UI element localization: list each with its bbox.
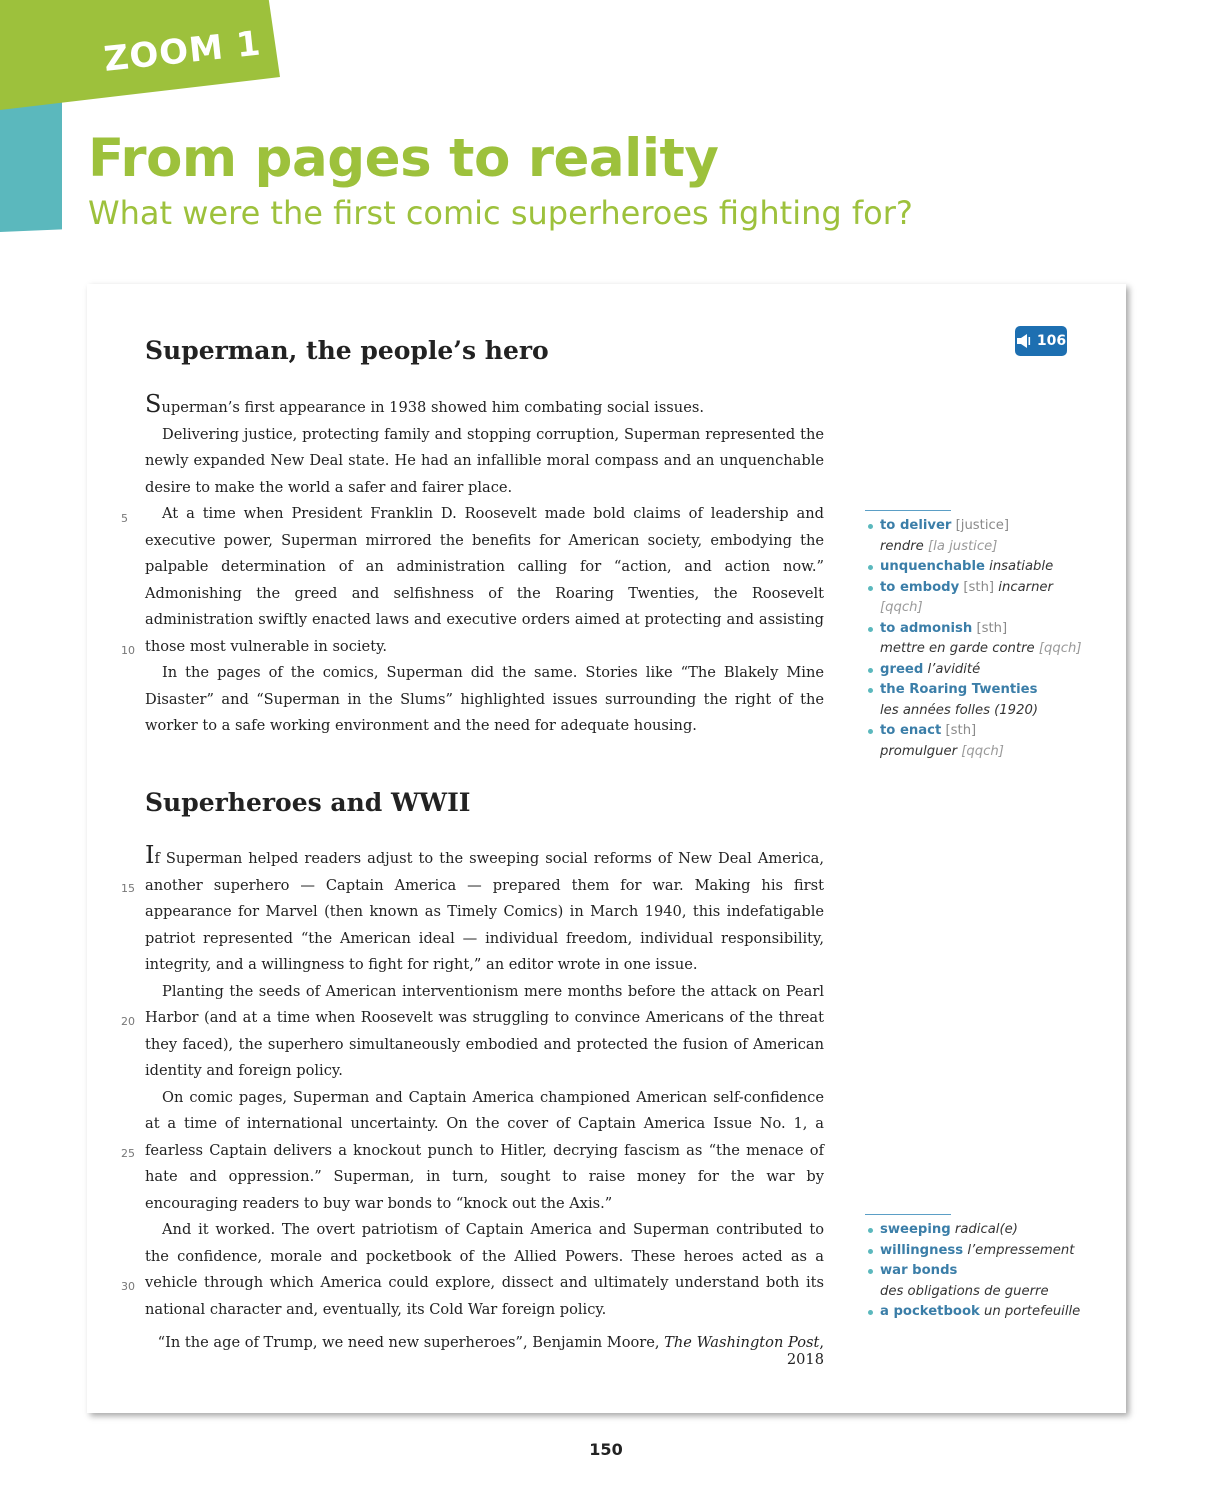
- line-number: 5: [121, 512, 128, 525]
- glossary-item: sweeping radical(e): [865, 1220, 1095, 1241]
- paragraph: And it worked. The overt patriotism of Captain America and Superman contributed to the confidence, morale and pocketbook of the Allied Powers. These heroes acted as a vehicle through which America could explore, dissect and ultimately understand both its national character and, eventually, its Cold War foreign policy.: [145, 1221, 824, 1318]
- glossary-item: to embody [sth] incarner [qqch]: [865, 578, 1095, 619]
- speaker-icon: [1016, 333, 1034, 349]
- glossary-item: willingness l’empressement: [865, 1241, 1095, 1262]
- dropcap: S: [145, 390, 162, 418]
- line-number: 20: [121, 1015, 135, 1028]
- publication-name: The Washington Post: [664, 1334, 820, 1351]
- glossary-item: the Roaring Twenties les années folles (1920): [865, 680, 1095, 721]
- line-number: 15: [121, 882, 135, 895]
- page-number: 150: [589, 1440, 623, 1459]
- zoom-label: ZOOM 1: [102, 23, 264, 80]
- paragraph: Delivering justice, protecting family and stopping corruption, Superman represented the newly expanded New Deal state. He had an infallible moral compass and an unquenchable desire to make the world a safer and fairer place.: [145, 425, 824, 496]
- line-number: 10: [121, 644, 135, 657]
- glossary-section-1: [865, 510, 1095, 762]
- audio-track-button[interactable]: [1015, 326, 1067, 356]
- line-number: 25: [121, 1147, 135, 1160]
- source-citation: “In the age of Trump, we need new superheroes”, Benjamin Moore, The Washington Post, 2018: [157, 1334, 824, 1368]
- page-title: From pages to reality: [88, 128, 719, 189]
- section-text-wwii: [145, 841, 824, 1323]
- glossary-section-2: [865, 1214, 1095, 1323]
- glossary-item: to deliver [justice] rendre [la justice]: [865, 516, 1095, 557]
- glossary-item: to enact [sth] promulguer [qqch]: [865, 721, 1095, 762]
- line-number: 30: [121, 1280, 135, 1293]
- paragraph: Planting the seeds of American interventionism mere months before the attack on Pearl Harbor (and at a time when Roosevelt was struggling to convince Americans of the threat they faced), the superhero simultaneously embodied and protected the fusion of American identity and foreign policy.: [145, 982, 824, 1079]
- paragraph: On comic pages, Superman and Captain America championed American self-confidence at a time of international uncertainty. On the cover of Captain America Issue No. 1, a fearless Captain delivers a knockout punch to Hitler, decrying fascism as “the menace of hate and oppression.” Superman, in turn, sought to raise money for the war by encouraging readers to buy war bonds to “knock out the Axis.”: [145, 1088, 824, 1212]
- paragraph: In the pages of the comics, Superman did the same. Stories like “The Blakely Mine Disaster” and “Superman in the Slums” highlighted issues surrounding the right of the worker to a safe working environment and the need for adequate housing.: [145, 664, 824, 734]
- glossary-item: a pocketbook un portefeuille: [865, 1302, 1095, 1323]
- glossary-item: greed l’avidité: [865, 660, 1095, 681]
- glossary-rule: [865, 510, 951, 511]
- glossary-list: [865, 516, 1095, 762]
- glossary-list: [865, 1220, 1095, 1323]
- audio-track-number: 106: [1036, 333, 1067, 349]
- page-subtitle: What were the first comic superheroes fighting for?: [88, 194, 913, 232]
- dropcap: I: [145, 841, 155, 869]
- glossary-item: war bonds des obligations de guerre: [865, 1261, 1095, 1302]
- section-text-superman: [145, 390, 824, 740]
- glossary-item: unquenchable insatiable: [865, 557, 1095, 578]
- paragraph: At a time when President Franklin D. Roosevelt made bold claims of leadership and executive power, Superman mirrored the benefits for American society, embodying the palpable determination of an administration calling for “action, and action now.” Admonishing the greed and selfishness of the Roaring Twenties, the Roosevelt administration swiftly enacted laws and executive orders aimed at protecting and assisting those most vulnerable in society.: [145, 505, 824, 655]
- teal-decoration: [0, 100, 62, 232]
- glossary-item: to admonish [sth] mettre en garde contre [qqch]: [865, 619, 1095, 660]
- paragraph: If Superman helped readers adjust to the sweeping social reforms of New Deal America, another superhero — Captain America — prepared them for war. Making his first appearance for Marvel (then known as Timely Comics) in March 1940, this indefatigable patriot represented “the American ideal — individual freedom, individual responsibility, integrity, and a willingness to fight for right,” an editor wrote in one issue.: [145, 841, 824, 973]
- paragraph: Superman’s first appearance in 1938 showed him combating social issues.: [145, 390, 704, 418]
- glossary-rule: [865, 1214, 951, 1215]
- section-title-superman: Superman, the people’s hero: [145, 336, 549, 365]
- section-title-wwii: Superheroes and WWII: [145, 788, 471, 817]
- article-card: [87, 284, 1126, 1413]
